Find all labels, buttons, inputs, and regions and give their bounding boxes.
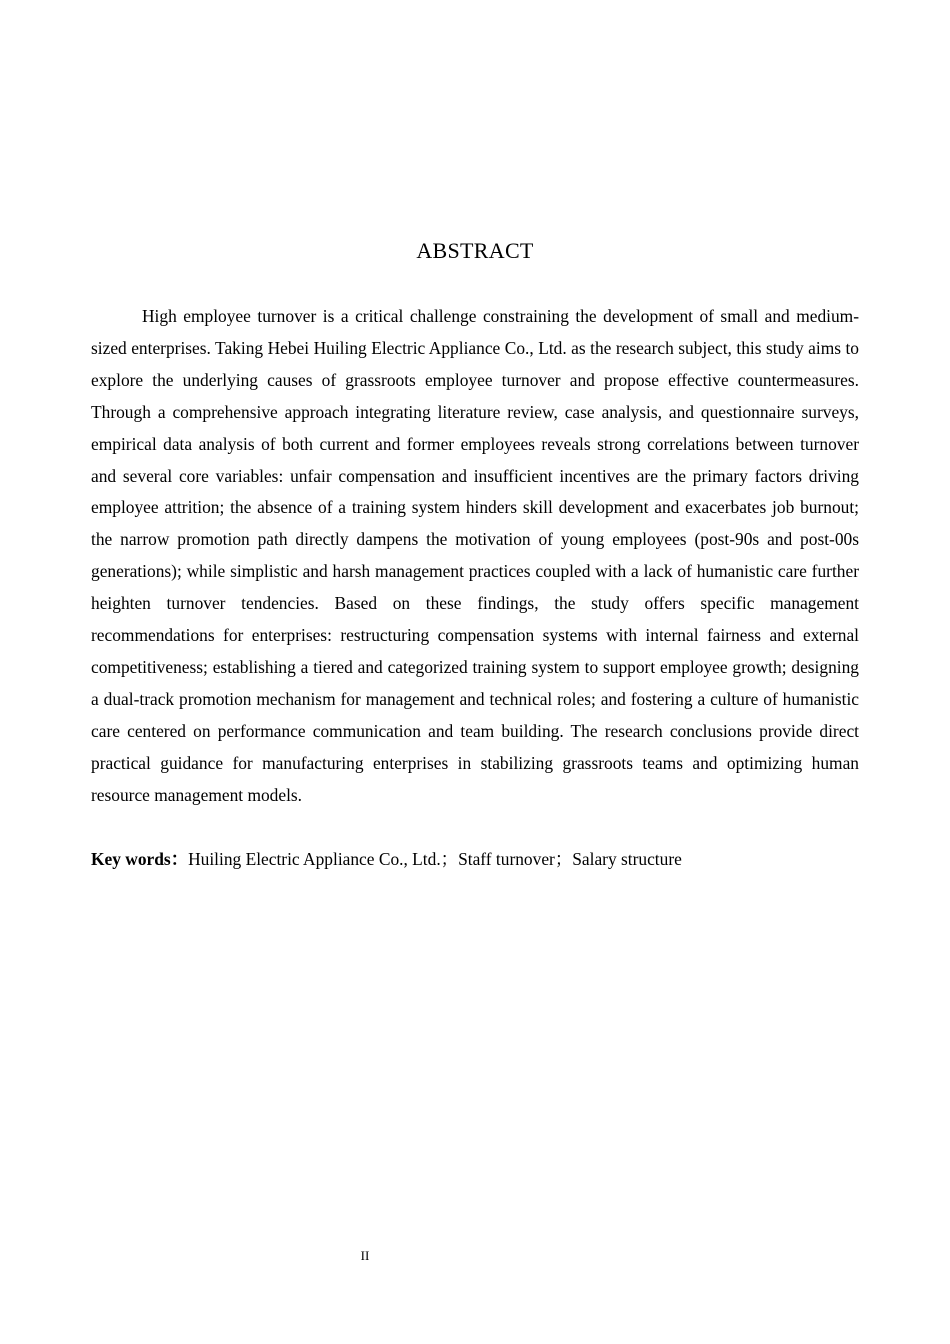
page-number: II: [360, 1248, 370, 1263]
keywords-line: [91, 844, 859, 876]
abstract-title: ABSTRACT: [416, 238, 534, 263]
keywords-list: Huiling Electric Appliance Co., Ltd.；Staff turnover；Salary structure: [188, 849, 682, 869]
abstract-body: High employee turnover is a critical challenge constraining the development of small and medium-sized enterprises. Taking Hebei Huiling Electric Appliance Co., Ltd. as the research subject, this study aims to explore the underlying causes of grassroots employee turnover and propose effective countermeasures. Through a comprehensive approach integrating literature review, case analysis, and questionnaire surveys, empirical data analysis of both current and former employees reveals strong correlations between turnover and several core variables: unfair compensation and insufficient incentives are the primary factors driving employee attrition; the absence of a training system hinders skill development and exacerbates job burnout; the narrow promotion path directly dampens the motivation of young employees (post-90s and post-00s generations); while simplistic and harsh management practices coupled with a lack of humanistic care further heighten turnover tendencies. Based on these findings, the study offers specific management recommendations for enterprises: restructuring compensation systems with internal fairness and external competitiveness; establishing a tiered and categorized training system to support employee growth; designing a dual-track promotion mechanism for management and technical roles; and fostering a culture of humanistic care centered on performance communication and team building. The research conclusions provide direct practical guidance for manufacturing enterprises in stabilizing grassroots teams and optimizing human resource management models.: [91, 306, 859, 805]
keywords-label: Key words：: [91, 849, 189, 869]
